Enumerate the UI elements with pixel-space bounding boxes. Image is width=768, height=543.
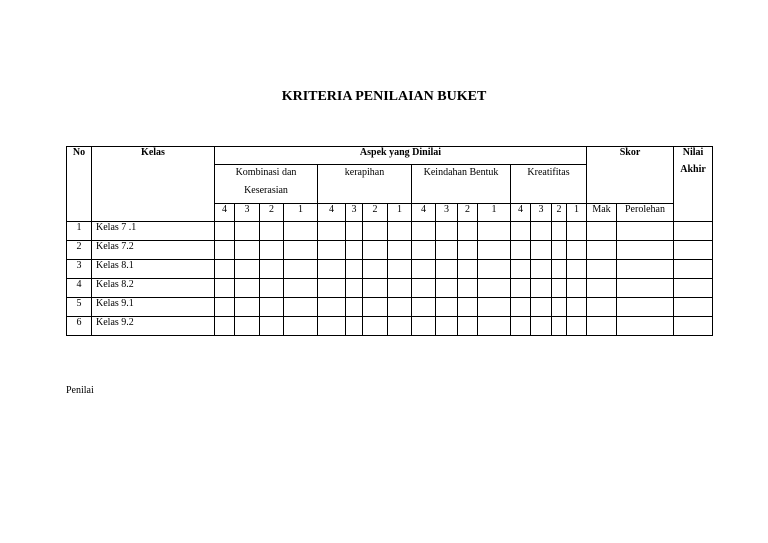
score-cell[interactable]	[260, 317, 284, 336]
level-4: 4	[318, 204, 346, 222]
score-cell[interactable]	[531, 241, 552, 260]
score-cell[interactable]	[617, 241, 674, 260]
row-kelas: Kelas 9.2	[92, 317, 215, 336]
score-cell[interactable]	[478, 317, 511, 336]
score-cell[interactable]	[617, 279, 674, 298]
score-cell[interactable]	[318, 222, 346, 241]
score-cell[interactable]	[587, 298, 617, 317]
score-cell[interactable]	[412, 279, 436, 298]
table-row	[67, 241, 713, 260]
level-4: 4	[412, 204, 436, 222]
header-kelas: Kelas	[92, 147, 215, 222]
score-cell[interactable]	[458, 279, 478, 298]
score-cell[interactable]	[567, 298, 587, 317]
score-cell[interactable]	[587, 317, 617, 336]
score-cell[interactable]	[587, 279, 617, 298]
score-cell[interactable]	[458, 317, 478, 336]
row-kelas: Kelas 9.1	[92, 298, 215, 317]
row-kelas: Kelas 7.2	[92, 241, 215, 260]
level-1: 1	[478, 204, 511, 222]
header-aspek: Aspek yang Dinilai	[215, 147, 587, 165]
level-4: 4	[215, 204, 235, 222]
score-cell[interactable]	[284, 298, 318, 317]
table-row	[67, 298, 713, 317]
page-title: KRITERIA PENILAIAN BUKET	[281, 89, 487, 104]
score-cell[interactable]	[363, 298, 388, 317]
level-3: 3	[235, 204, 260, 222]
score-cell[interactable]	[552, 298, 567, 317]
score-cell[interactable]	[363, 222, 388, 241]
aspect-label: Kombinasi dan	[235, 167, 297, 178]
score-cell[interactable]	[412, 298, 436, 317]
table-row	[67, 260, 713, 279]
score-cell[interactable]	[436, 279, 458, 298]
row-no: 2	[67, 241, 92, 260]
score-cell[interactable]	[674, 298, 713, 317]
score-cell[interactable]	[478, 260, 511, 279]
score-cell[interactable]	[318, 241, 346, 260]
level-3: 3	[436, 204, 458, 222]
score-cell[interactable]	[531, 317, 552, 336]
score-cell[interactable]	[458, 260, 478, 279]
score-cell[interactable]	[567, 317, 587, 336]
level-4: 4	[511, 204, 531, 222]
score-cell[interactable]	[318, 317, 346, 336]
table-row	[67, 317, 713, 336]
score-cell[interactable]	[458, 222, 478, 241]
assessment-table	[66, 146, 713, 336]
score-cell[interactable]	[260, 298, 284, 317]
score-cell[interactable]	[284, 241, 318, 260]
score-cell[interactable]	[388, 317, 412, 336]
nilai-akhir-line1: Nilai	[682, 147, 704, 158]
score-cell[interactable]	[284, 222, 318, 241]
level-2: 2	[458, 204, 478, 222]
score-cell[interactable]	[215, 222, 235, 241]
table-row	[67, 279, 713, 298]
aspect-kombinasi	[215, 165, 318, 204]
row-kelas: Kelas 8.2	[92, 279, 215, 298]
aspect-label: kerapihan	[344, 167, 385, 178]
header-skor: Skor	[587, 147, 674, 204]
level-3: 3	[346, 204, 363, 222]
score-cell[interactable]	[511, 279, 531, 298]
score-cell[interactable]	[674, 260, 713, 279]
row-kelas: Kelas 8.1	[92, 260, 215, 279]
score-cell[interactable]	[318, 260, 346, 279]
row-no: 5	[67, 298, 92, 317]
score-cell[interactable]	[511, 298, 531, 317]
score-cell[interactable]	[412, 317, 436, 336]
score-cell[interactable]	[617, 298, 674, 317]
score-cell[interactable]	[363, 317, 388, 336]
row-no: 3	[67, 260, 92, 279]
level-3: 3	[531, 204, 552, 222]
score-cell[interactable]	[388, 222, 412, 241]
level-2: 2	[260, 204, 284, 222]
score-cell[interactable]	[587, 222, 617, 241]
score-cell[interactable]	[346, 260, 363, 279]
score-cell[interactable]	[318, 279, 346, 298]
score-cell[interactable]	[478, 298, 511, 317]
skor-perolehan: Perolehan	[617, 204, 674, 222]
score-cell[interactable]	[346, 222, 363, 241]
score-cell[interactable]	[412, 241, 436, 260]
score-cell[interactable]	[478, 241, 511, 260]
aspect-label: Keserasian	[244, 185, 288, 196]
row-no: 6	[67, 317, 92, 336]
score-cell[interactable]	[215, 298, 235, 317]
score-cell[interactable]	[346, 298, 363, 317]
score-cell[interactable]	[260, 222, 284, 241]
score-cell[interactable]	[260, 260, 284, 279]
score-cell[interactable]	[617, 222, 674, 241]
score-cell[interactable]	[363, 260, 388, 279]
score-cell[interactable]	[388, 298, 412, 317]
level-2: 2	[552, 204, 567, 222]
row-no: 1	[67, 222, 92, 241]
score-cell[interactable]	[284, 317, 318, 336]
level-2: 2	[363, 204, 388, 222]
score-cell[interactable]	[511, 317, 531, 336]
score-cell[interactable]	[215, 260, 235, 279]
score-cell[interactable]	[235, 317, 260, 336]
score-cell[interactable]	[478, 222, 511, 241]
score-cell[interactable]	[567, 279, 587, 298]
score-cell[interactable]	[567, 260, 587, 279]
header-no: No	[67, 147, 92, 222]
score-cell[interactable]	[412, 222, 436, 241]
score-cell[interactable]	[346, 279, 363, 298]
penilai-label: Penilai	[66, 385, 94, 396]
score-cell[interactable]	[587, 260, 617, 279]
score-cell[interactable]	[478, 279, 511, 298]
aspect-keindahan	[412, 165, 511, 204]
level-1: 1	[567, 204, 587, 222]
aspect-label: Keindahan Bentuk	[423, 167, 499, 178]
score-cell[interactable]	[235, 279, 260, 298]
score-cell[interactable]	[567, 222, 587, 241]
score-cell[interactable]	[567, 241, 587, 260]
aspect-kreatifitas	[511, 165, 587, 204]
score-cell[interactable]	[260, 279, 284, 298]
score-cell[interactable]	[235, 298, 260, 317]
row-no: 4	[67, 279, 92, 298]
level-1: 1	[388, 204, 412, 222]
score-cell[interactable]	[552, 279, 567, 298]
score-cell[interactable]	[436, 317, 458, 336]
level-1: 1	[284, 204, 318, 222]
score-cell[interactable]	[531, 260, 552, 279]
table-row	[67, 222, 713, 241]
score-cell[interactable]	[284, 260, 318, 279]
score-cell[interactable]	[388, 241, 412, 260]
row-kelas: Kelas 7 .1	[92, 222, 215, 241]
score-cell[interactable]	[284, 279, 318, 298]
aspect-label: Kreatifitas	[527, 167, 570, 178]
aspect-kerapihan	[318, 165, 412, 204]
score-cell[interactable]	[436, 260, 458, 279]
score-cell[interactable]	[388, 260, 412, 279]
score-cell[interactable]	[531, 222, 552, 241]
score-cell[interactable]	[552, 222, 567, 241]
score-cell[interactable]	[235, 260, 260, 279]
score-cell[interactable]	[458, 241, 478, 260]
score-cell[interactable]	[674, 279, 713, 298]
nilai-akhir-line2: Akhir	[680, 164, 706, 175]
score-cell[interactable]	[363, 241, 388, 260]
score-cell[interactable]	[436, 298, 458, 317]
score-cell[interactable]	[235, 241, 260, 260]
score-cell[interactable]	[674, 317, 713, 336]
score-cell[interactable]	[674, 222, 713, 241]
score-cell[interactable]	[436, 222, 458, 241]
score-cell[interactable]	[511, 260, 531, 279]
score-cell[interactable]	[346, 317, 363, 336]
score-cell[interactable]	[511, 241, 531, 260]
score-cell[interactable]	[235, 222, 260, 241]
skor-mak: Mak	[587, 204, 617, 222]
score-cell[interactable]	[531, 279, 552, 298]
score-cell[interactable]	[587, 241, 617, 260]
score-cell[interactable]	[260, 241, 284, 260]
score-cell[interactable]	[346, 241, 363, 260]
score-cell[interactable]	[318, 298, 346, 317]
score-cell[interactable]	[215, 317, 235, 336]
score-cell[interactable]	[388, 279, 412, 298]
score-cell[interactable]	[552, 317, 567, 336]
score-cell[interactable]	[617, 317, 674, 336]
score-cell[interactable]	[412, 260, 436, 279]
score-cell[interactable]	[511, 222, 531, 241]
score-cell[interactable]	[215, 279, 235, 298]
score-cell[interactable]	[215, 241, 235, 260]
score-cell[interactable]	[363, 279, 388, 298]
score-cell[interactable]	[531, 298, 552, 317]
score-cell[interactable]	[617, 260, 674, 279]
header-nilai-akhir	[674, 147, 713, 222]
score-cell[interactable]	[436, 241, 458, 260]
score-cell[interactable]	[552, 260, 567, 279]
score-cell[interactable]	[458, 298, 478, 317]
score-cell[interactable]	[674, 241, 713, 260]
score-cell[interactable]	[552, 241, 567, 260]
